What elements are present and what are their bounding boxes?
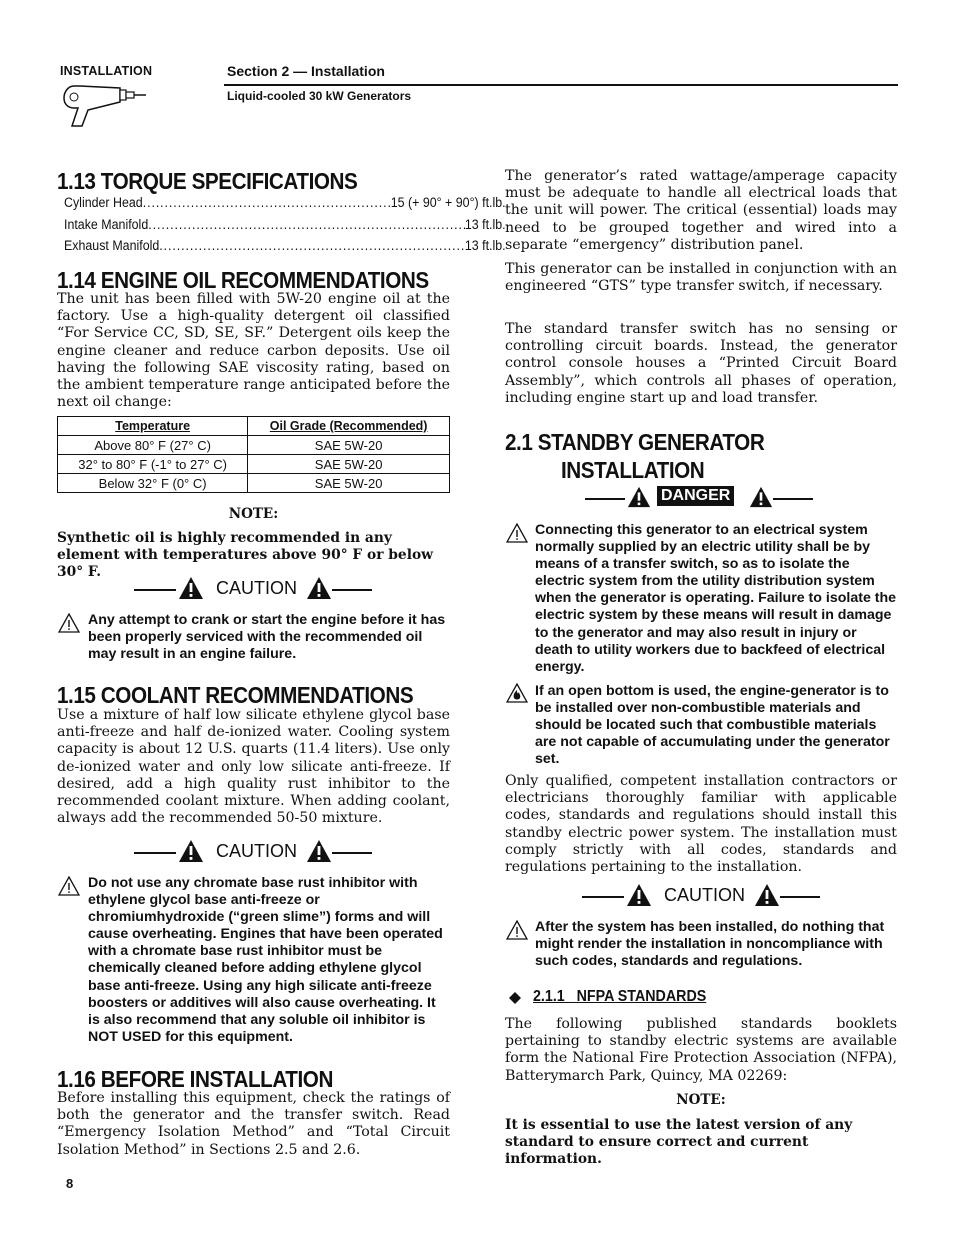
warning-outline-icon	[58, 613, 80, 633]
warning-triangle-icon	[306, 576, 332, 600]
table-cell: SAE 5W-20	[248, 436, 450, 455]
warning-triangle-icon	[178, 839, 204, 863]
header-icon-label: INSTALLATION	[60, 64, 153, 78]
table-row	[58, 455, 450, 474]
fire-warning-icon	[506, 683, 528, 703]
table-cell: Above 80° F (27° C)	[58, 436, 248, 455]
warning-triangle-icon	[306, 839, 332, 863]
transfer-switch-danger: Connecting this generator to an electrical system normally supplied by an electric utility shall be by means of a transfer switch, so as to isolate the electric system from the utility distribution system when the generator is operating. Failure to isolate the electric system by these means will result in damage to the generator and may also result in injury or death to utility workers due to backfeed of electrical energy.	[535, 522, 897, 675]
before-installation-paragraph: Before installing this equipment, check the ratings of both the generator and the transfer switch. Read “Emergency Isolation Method” and “Total Circuit Isolation Method” in Sections 2.5 and 2.6.	[57, 1090, 450, 1158]
header-rule	[224, 84, 898, 86]
table-header-temperature: Temperature	[58, 417, 248, 436]
drill-icon	[60, 80, 150, 128]
torque-label: Exhaust Manifold	[64, 238, 160, 253]
open-bottom-warning: If an open bottom is used, the engine-generator is to be installed over non-combustible materials and should be located such that combustible materials are not capable of accumulating under the generator set.	[535, 683, 890, 768]
warning-triangle-icon	[178, 576, 204, 600]
caution-banner	[582, 883, 822, 913]
torque-label: Intake Manifold	[64, 217, 149, 232]
warning-triangle-icon	[749, 485, 773, 509]
heading-engine-oil: 1.14 ENGINE OIL RECOMMENDATIONS	[57, 267, 429, 293]
gts-paragraph: This generator can be installed in conjunction with an engineered “GTS” type transfer switch, if necessary.	[505, 261, 897, 295]
torque-value: 15 (+ 90° + 90°) ft.lb.	[390, 195, 506, 210]
warning-triangle-icon	[626, 883, 652, 907]
torque-value: 13 ft.lb.	[464, 238, 506, 253]
heading-coolant: 1.15 COOLANT RECOMMENDATIONS	[57, 682, 414, 708]
caution-banner	[134, 839, 374, 869]
warning-triangle-icon	[754, 883, 780, 907]
compliance-warning: After the system has been installed, do nothing that might render the installation in noncompliance with such codes, standards and regulations.	[535, 919, 885, 970]
table-row	[58, 436, 450, 455]
note-title: NOTE:	[676, 1092, 726, 1108]
danger-banner	[585, 485, 815, 515]
table-cell: 32° to 80° F (-1° to 27° C)	[58, 455, 248, 474]
warning-triangle-icon	[627, 485, 651, 509]
heading-before-installation: 1.16 BEFORE INSTALLATION	[57, 1066, 333, 1092]
page-number: 8	[66, 1176, 74, 1191]
torque-row	[64, 217, 506, 232]
heading-torque-specifications: 1.13 TORQUE SPECIFICATIONS	[57, 168, 358, 194]
table-cell: SAE 5W-20	[248, 474, 450, 493]
table-cell: Below 32° F (0° C)	[58, 474, 248, 493]
torque-value: 13 ft.lb.	[464, 217, 506, 232]
document-subtitle: Liquid-cooled 30 kW Generators	[227, 89, 412, 103]
table-cell: SAE 5W-20	[248, 455, 450, 474]
coolant-paragraph: Use a mixture of half low silicate ethylene glycol base anti-freeze and half de-ionized water. Cooling system capacity is about 12 U.S. quarts (11.4 liters). Use only de-ionized water and only low silicate anti-freeze. If desired, add a high quality rust inhibitor to the recommended coolant mixture. When adding coolant, always add the recommended 50-50 mixture.	[57, 707, 450, 827]
capacity-paragraph: The generator’s rated wattage/amperage capacity must be adequate to handle all electrical loads that the unit will power. The critical (essential) loads may need to be grouped together and wired into a separate “emergency” distribution panel.	[505, 168, 897, 253]
warning-outline-icon	[506, 920, 528, 940]
table-row	[58, 474, 450, 493]
warning-outline-icon	[506, 523, 528, 543]
nfpa-paragraph: The following published standards booklets pertaining to standby electric systems are available form the National Fire Protection Association (NFPA), Batterymarch Park, Quincy, MA 02269:	[505, 1016, 897, 1084]
crank-warning: Any attempt to crank or start the engine before it has been properly serviced with the recommended oil may result in an engine failure.	[88, 612, 446, 663]
note-title: NOTE:	[228, 506, 279, 522]
table-header-oil-grade: Oil Grade (Recommended)	[248, 417, 450, 436]
rust-inhibitor-warning: Do not use any chromate base rust inhibitor with ethylene glycol base anti-freeze or chromiumhydroxide (“green slime”) forms and will cause overheating. Engines that have been operated with a chromate base rust inhibitor must be chemically cleaned before adding ethylene glycol base anti-freeze. Using any high silicate anti-freeze boosters or additives will also cause overheating. It is also recommend that any soluble oil inhibitor is NOT USED for this equipment.	[88, 875, 443, 1045]
diamond-bullet-icon	[508, 991, 522, 1005]
heading-nfpa-standards: 2.1.1 NFPA STANDARDS	[533, 988, 707, 1005]
section-title: Section 2 — Installation	[227, 63, 385, 79]
caution-label: CAUTION	[216, 841, 297, 861]
latest-version-note: It is essential to use the latest version of any standard to ensure correct and current information.	[505, 1117, 853, 1168]
heading-standby-generator-line2: INSTALLATION	[561, 457, 705, 483]
torque-row	[64, 195, 506, 210]
caution-label: CAUTION	[664, 885, 745, 905]
warning-outline-icon	[58, 876, 80, 896]
caution-label: CAUTION	[216, 578, 297, 598]
danger-label: DANGER	[657, 486, 734, 506]
torque-label: Cylinder Head	[64, 195, 143, 210]
heading-standby-generator: 2.1 STANDBY GENERATOR	[505, 429, 765, 455]
caution-banner	[134, 576, 374, 606]
engine-oil-paragraph: The unit has been filled with 5W-20 engine oil at the factory. Use a high-quality detergent oil classified “For Service CC, SD, SE, SF.” Detergent oils keep the engine cleaner and reduce carbon deposits. Use oil having the following SAE viscosity rating, based on the ambient temperature range anticipated before the next oil change:	[57, 291, 450, 411]
synthetic-oil-note: Synthetic oil is highly recommended in any element with temperatures above 90° F or below 30° F.	[57, 530, 434, 581]
oil-grade-table	[57, 416, 450, 493]
qualified-contractors-paragraph: Only qualified, competent installation contractors or electricians thoroughly familiar with applicable codes, standards and regulations should install this standby electric power system. The installation must comply strictly with all codes, standards and regulations pertaining to the installation.	[505, 773, 897, 876]
transfer-switch-paragraph: The standard transfer switch has no sensing or controlling circuit boards. Instead, the generator control console houses a “Printed Circuit Board Assembly”, which controls all phases of operation, including engine start up and load transfer.	[505, 321, 897, 406]
torque-row	[64, 238, 506, 253]
